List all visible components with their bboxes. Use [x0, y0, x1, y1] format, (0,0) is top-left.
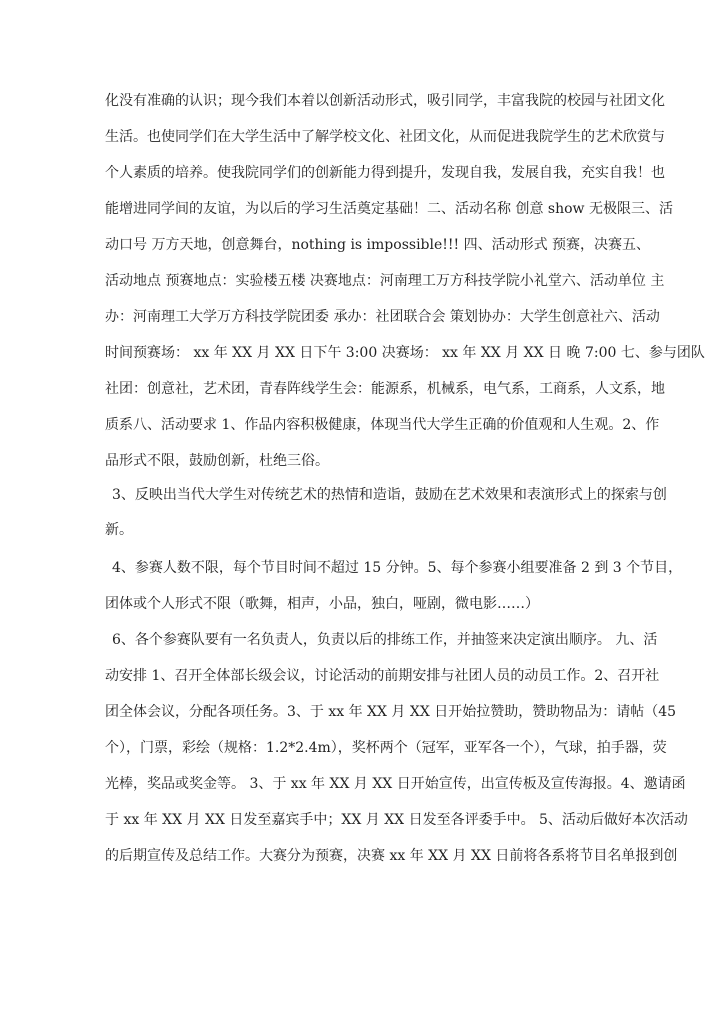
text-line: 于 xx 年 XX 月 XX 日发至嘉宾手中；XX 月 XX 日发至各评委手中。 5、活动后做好本次活动	[105, 812, 688, 828]
text-line: 办：河南理工大学万方科技学院团委 承办：社团联合会 策划协办：大学生创意社六、活动	[105, 309, 660, 325]
text-line: 能增进同学间的友谊，为以后的学习生活奠定基础！二、活动名称 创意 show 无极限三、活	[105, 201, 673, 217]
text-line: 光棒，奖品或奖金等。 3、于 xx 年 XX 月 XX 日开始宣传，出宣传板及宣传海报。4、邀请函	[105, 776, 686, 792]
text-line: 个），门票，彩绘（规格：1.2*2.4m），奖杯两个（冠军，亚军各一个），气球，拍手器，荧	[105, 740, 667, 756]
text-line: 社团：创意社，艺术团，青春阵线学生会：能源系，机械系，电气系，工商系，人文系，地	[105, 381, 665, 397]
text-line: 动口号 万方天地，创意舞台，nothing is impossible!!! 四、活动形式 预赛，决赛五、	[105, 237, 651, 253]
text-line: 团体或个人形式不限（歌舞，相声，小品，独白，哑剧，微电影……）	[105, 596, 539, 612]
text-line: 动安排 1、召开全体部长级会议，讨论活动的前期安排与社团人员的动员工作。2、召开社	[105, 668, 660, 684]
text-line: 6、各个参赛队要有一名负责人，负责以后的排练工作，并抽签来决定演出顺序。 九、活	[112, 632, 658, 648]
text-line: 时间预赛场： xx 年 XX 月 XX 日下午 3:00 决赛场： xx 年 XX 月 XX 日 晚 7:00 七、参与团队	[105, 345, 705, 361]
text-line: 品形式不限，鼓励创新，杜绝三俗。	[105, 453, 329, 469]
text-line: 个人素质的培养。使我院同学们的创新能力得到提升，发现自我，发展自我，充实自我！也	[105, 165, 665, 181]
text-line: 3、反映出当代大学生对传统艺术的热情和造诣，鼓励在艺术效果和表演形式上的探索与创	[112, 487, 667, 503]
text-line: 生活。也使同学们在大学生活中了解学校文化、社团文化，从而促进我院学生的艺术欣赏与	[105, 129, 665, 145]
text-line: 化没有准确的认识；现今我们本着以创新活动形式，吸引同学，丰富我院的校园与社团文化	[105, 93, 665, 109]
text-line: 活动地点 预赛地点：实验楼五楼 决赛地点：河南理工万方科技学院小礼堂六、活动单位 主	[105, 273, 665, 289]
text-line: 团全体会议，分配各项任务。3、于 xx 年 XX 月 XX 日开始拉赞助，赞助物品为：请帖（45	[105, 704, 677, 720]
text-line: 的后期宣传及总结工作。大赛分为预赛，决赛 xx 年 XX 月 XX 日前将各系将节目名单报到创	[105, 848, 678, 864]
text-line: 4、参赛人数不限，每个节目时间不超过 15 分钟。5、每个参赛小组要准备 2 到 3 个节目，	[112, 560, 683, 576]
text-line: 新。	[105, 522, 133, 538]
text-line: 质系八、活动要求 1、作品内容积极健康，体现当代大学生正确的价值观和人生观。2、作	[105, 417, 660, 433]
